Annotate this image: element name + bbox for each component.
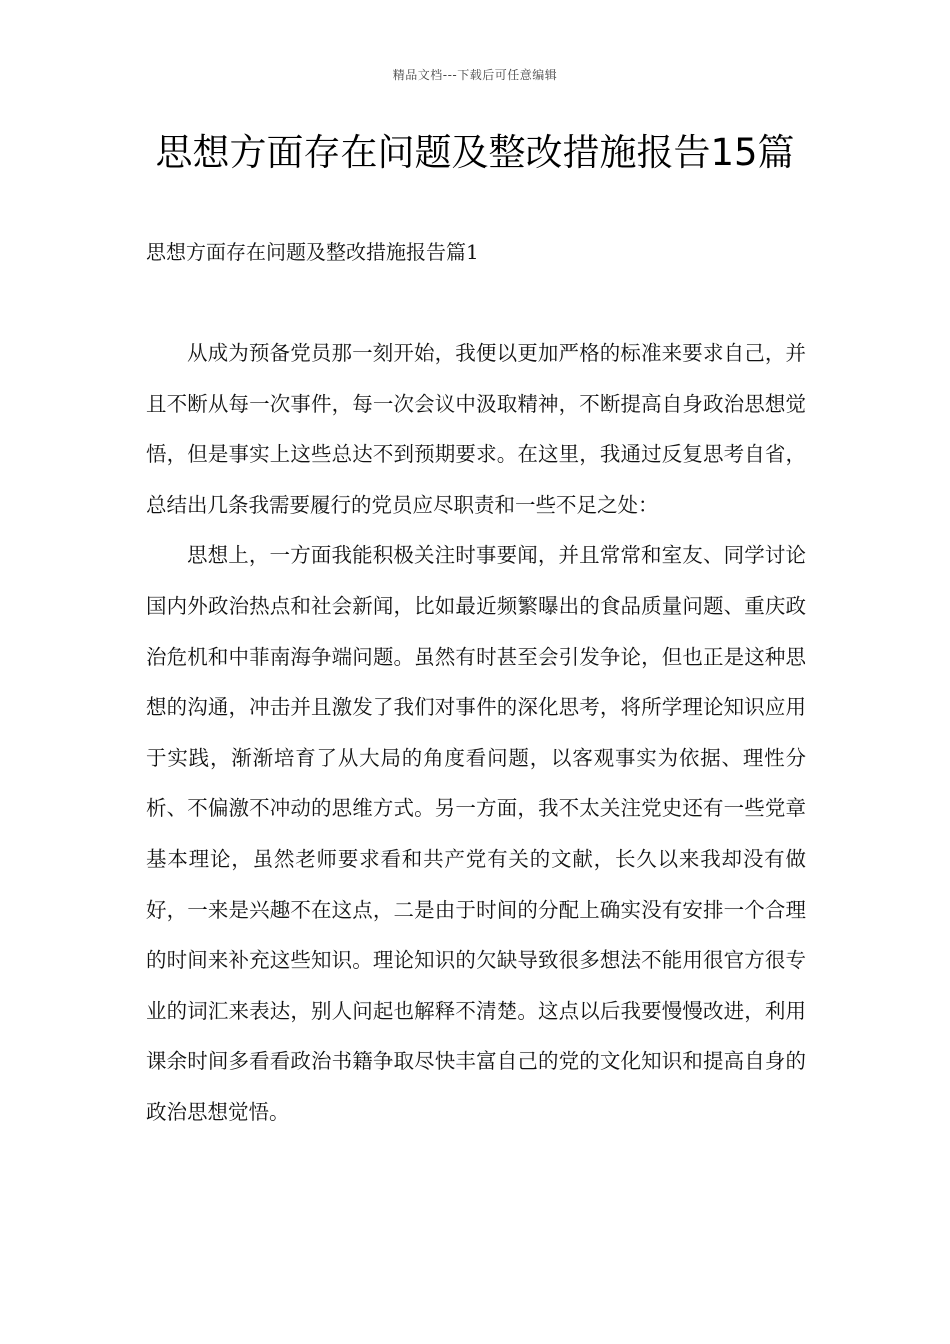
document-body (146, 328, 806, 1138)
document-title: 思想方面存在问题及整改措施报告15篇 (155, 131, 795, 174)
section-heading: 思想方面存在问题及整改措施报告篇1 (146, 240, 479, 264)
paragraph: 思想上，一方面我能积极关注时事要闻，并且常常和室友、同学讨论国内外政治热点和社会新闻，比如最近频繁曝出的食品质量问题、重庆政治危机和中菲南海争端问题。虽然有时甚至会引发争论，但也正是这种思想的沟通，冲击并且激发了我们对事件的深化思考，将所学理论知识应用于实践，渐渐培育了从大局的角度看问题，以客观事实为依据、理性分析、不偏激不冲动的思维方式。另一方面，我不太关注党史还有一些党章基本理论，虽然老师要求看和共产党有关的文献，长久以来我却没有做好，一来是兴趣不在这点，二是由于时间的分配上确实没有安排一个合理的时间来补充这些知识。理论知识的欠缺导致很多想法不能用很官方很专业的词汇来表达，别人问起也解释不清楚。这点以后我要慢慢改进，利用课余时间多看看政治书籍争取尽快丰富自己的党的文化知识和提高自身的政治思想觉悟。 (146, 543, 806, 1124)
page-header: 精品文档---下载后可任意编辑 (392, 68, 558, 82)
paragraph: 从成为预备党员那一刻开始，我便以更加严格的标准来要求自己，并且不断从每一次事件，每一次会议中汲取精神，不断提高自身政治思想觉悟，但是事实上这些总达不到预期要求。在这里，我通过反复思考自省，总结出几条我需要履行的党员应尽职责和一些不足之处： (146, 341, 806, 517)
